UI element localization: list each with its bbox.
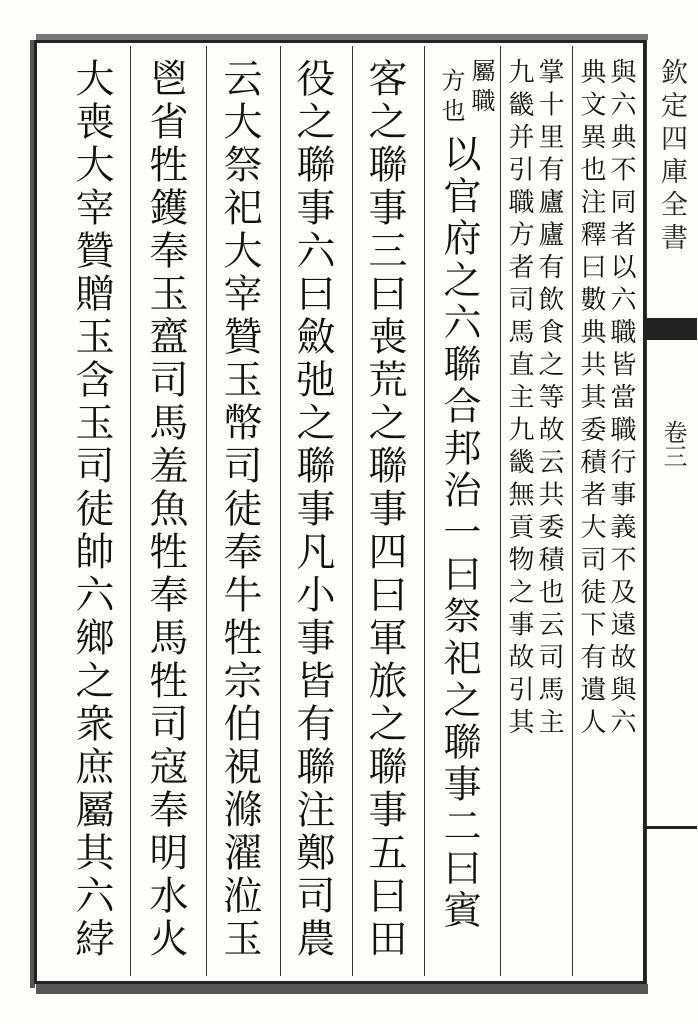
column-rule [130,46,131,976]
annotation-line-right: 與六典不同者以六職皆當職行事義不及遠故與六 [606,58,636,741]
column-rule [500,46,501,976]
column-rule [206,46,207,976]
main-text-column-7: 鬯省牲鑊奉玉齍司馬羞魚牲奉馬牲司寇奉明水火 [143,58,188,961]
main-text-column-8: 大喪大宰贊贈玉含玉司徒帥六鄉之衆庶屬其六綍 [69,58,114,961]
margin-juan-number: 卷三 [659,420,687,468]
annotation-column-1 [576,58,642,978]
main-text-column-4: 客之聯事三曰喪荒之聯事四曰軍旅之聯事五曰田 [362,58,407,961]
annotation-line-right: 掌十里有廬廬有飲食之等故云共委積也云司馬主 [534,58,564,741]
margin-book-title: 欽定四庫全書 [656,58,687,256]
column-rule [424,46,425,976]
frame-bottom-shadow [36,984,648,994]
main-text-line: 以官府之六聯合邦治一曰祭祀之聯事二曰賓 [437,134,481,932]
annotation-column-2 [504,58,570,978]
annotation-line-left: 典文異也注釋曰數典共其委積者大司徒下有遺人 [576,58,606,741]
column-rule [572,46,573,976]
column-rule [352,46,353,976]
fishtail-mark-top [646,318,697,340]
mixed-column-3 [428,58,498,978]
annotation-line-left: 九畿并引職方者司馬直主九畿無貢物之事故引其 [504,58,534,741]
note-line-left: 方也 [437,68,465,128]
note-line-right: 屬職 [467,58,495,118]
main-text-column-5: 役之聯事六曰斂弛之聯事凡小事皆有聯注鄭司農 [290,58,335,961]
column-rule [280,46,281,976]
fishtail-mark-bottom [646,826,697,829]
main-text-column-6: 云大祭祀大宰贊玉幣司徒奉牛牲宗伯視滌濯涖玉 [217,58,262,961]
